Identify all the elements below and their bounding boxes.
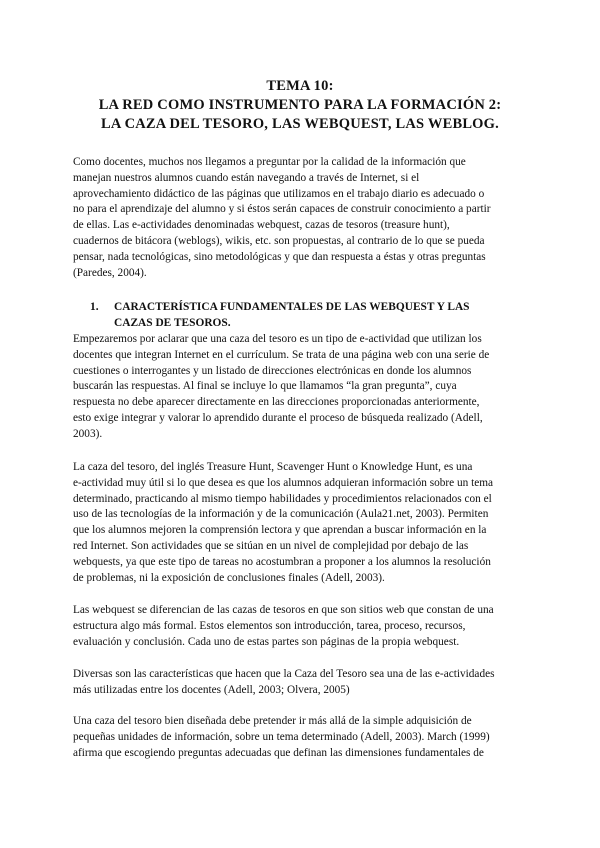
intro-paragraph: [73, 155, 533, 281]
paragraph-line: que los alumnos mejoren la comprensión lectora y que aprendan a buscar información en la: [73, 524, 487, 537]
paragraph-line: estructura algo más formal. Estos elementos son introducción, tarea, proceso, recursos,: [73, 619, 466, 632]
paragraph-5: [73, 714, 533, 761]
paragraph-line: de ellas. Las e-actividades denominadas webquest, cazas de tesoros (treasure hunt),: [73, 219, 450, 232]
paragraph-line: aprovechamiento didáctico de las páginas que utilizamos en el trabajo diario es adecuado o: [73, 187, 485, 200]
paragraph-3: [73, 603, 533, 650]
paragraph-line: La caza del tesoro, del inglés Treasure Hunt, Scavenger Hunt o Knowledge Hunt, es una: [73, 461, 473, 473]
paragraph-line: no para el aprendizaje del alumno y si éstos serán capaces de construir conocimiento a partir: [73, 203, 491, 216]
paragraph-line: evaluación y conclusión. Cada uno de estas partes son páginas de la propia webquest.: [73, 635, 460, 648]
paragraph-line: Empezaremos por aclarar que una caza del tesoro es un tipo de e-actividad que utilizan los: [73, 333, 482, 345]
title-line-1: TEMA 10:: [266, 78, 334, 94]
document-title: [0, 77, 600, 134]
paragraph-line: webquests, ya que este tipo de tareas no acostumbran a proponer a los alumnos la resolución: [73, 555, 491, 568]
title-line-3: LA CAZA DEL TESORO, LAS WEBQUEST, LAS WEBLOG.: [101, 116, 499, 132]
paragraph-line: respuesta no debe aparecer directamente en las direcciones proporcionadas anteriormente,: [73, 396, 480, 409]
paragraph-line: e-actividad muy útil si lo que desea es que los alumnos adquieran información sobre un tema: [73, 476, 494, 489]
paragraph-line: cuadernos de bitácora (weblogs), wikis, etc. son propuestas, al contrario de lo que se pueda: [73, 234, 485, 247]
section-title-line-1: CARACTERÍSTICA FUNDAMENTALES DE LAS WEBQUEST Y LAS: [114, 301, 470, 313]
paragraph-line: pensar, nada tecnológicas, sino metodológicas y que dan respuesta a éstas y otras preguntas: [73, 250, 486, 263]
paragraph-line: más utilizadas entre los docentes (Adell, 2003; Olvera, 2005): [73, 683, 350, 696]
paragraph-line: (Paredes, 2004).: [73, 266, 147, 279]
paragraph-line: esto exige integrar y valorar lo aprendido durante el proceso de búsqueda realizado (Adell,: [73, 411, 483, 424]
paragraph-line: afirma que escogiendo preguntas adecuadas que definan las dimensiones fundamentales de: [73, 746, 484, 759]
paragraph-line: de problemas, ni la exposición de conclusiones finales (Adell, 2003).: [73, 571, 385, 584]
paragraph-line: pequeñas unidades de información, sobre un tema determinado (Adell, 2003). March (1999): [73, 730, 490, 743]
paragraph-line: Las webquest se diferencian de las cazas de tesoros en que son sitios web que constan de una: [73, 604, 494, 616]
paragraph-line: Una caza del tesoro bien diseñada debe pretender ir más allá de la simple adquisición de: [73, 715, 472, 727]
paragraph-line: red Internet. Son actividades que se sitúan en un nivel de complejidad por debajo de las: [73, 539, 469, 552]
paragraph-line: cuestiones o interrogantes y un listado de direcciones electrónicas en donde los alumnos: [73, 364, 472, 377]
paragraph-line: determinado, practicando al mismo tiempo habilidades y procedimientos relacionados con el: [73, 492, 492, 505]
paragraph-4: [73, 667, 533, 699]
paragraph-line: 2003).: [73, 427, 103, 440]
title-line-2: LA RED COMO INSTRUMENTO PARA LA FORMACIÓN 2:: [98, 97, 502, 113]
paragraph-line: buscarán las respuestas. Al final se incluye lo que llamamos “la gran pregunta”, cuya: [73, 380, 457, 393]
paragraph-line: docentes que integran Internet en el currículum. Se trata de una página web con una serie de: [73, 348, 490, 361]
section-number: 1.: [90, 301, 99, 313]
paragraph-line: Como docentes, muchos nos llegamos a preguntar por la calidad de la información que: [73, 156, 466, 168]
section-title-line-2: CAZAS DE TESOROS.: [114, 316, 231, 329]
paragraph-line: Diversas son las características que hacen que la Caza del Tesoro sea una de las e-actividades: [73, 668, 495, 680]
paragraph-line: uso de las tecnologías de la información y de la comunicación (Aula21.net, 2003). Permiten: [73, 508, 489, 521]
paragraph-line: manejan nuestros alumnos cuando están navegando a través de Internet, si el: [73, 171, 420, 184]
paragraph-2: [73, 460, 533, 586]
paragraph-1: [73, 332, 533, 443]
